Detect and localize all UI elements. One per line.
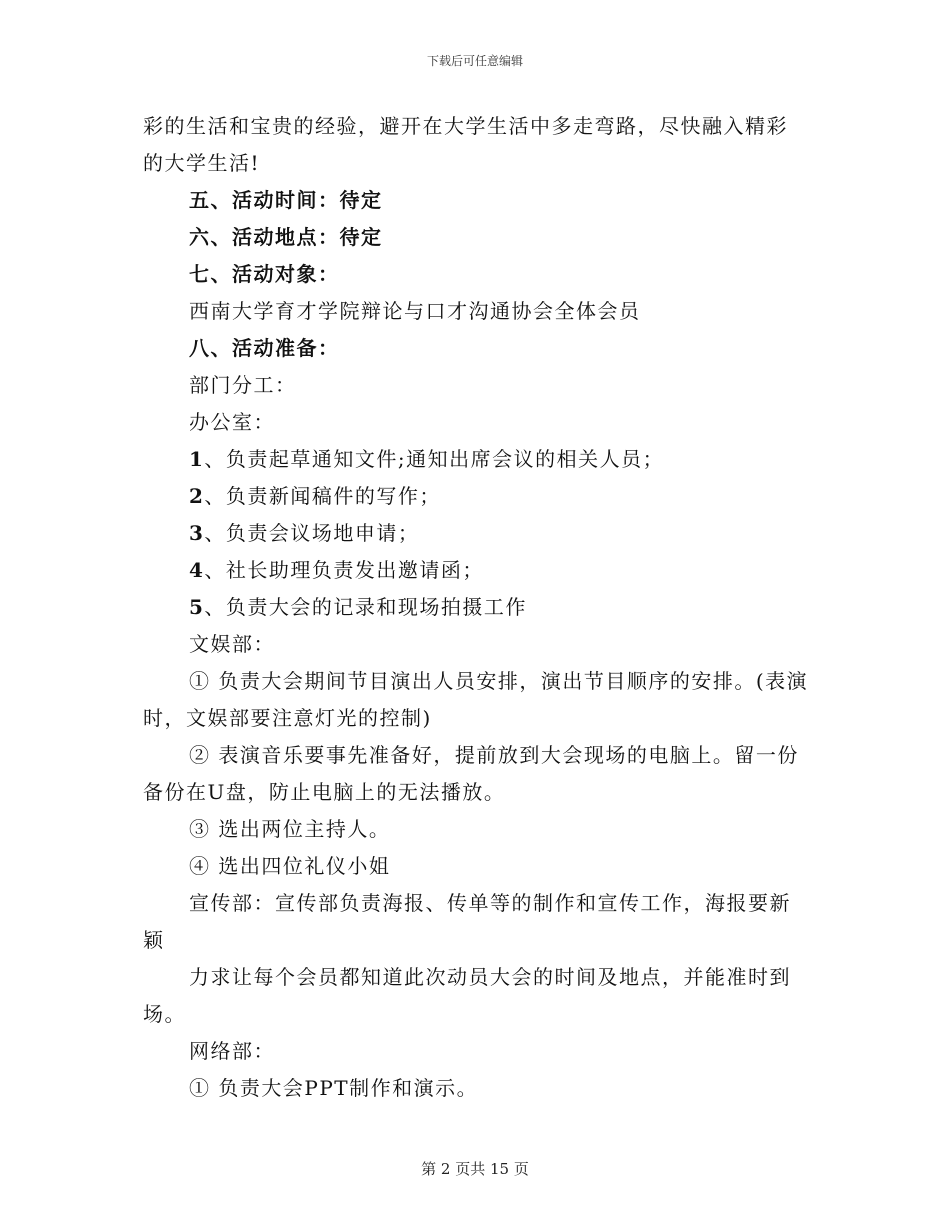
department-label-entertainment: 文娱部： [189, 632, 275, 656]
list-text: 、负责会议场地申请； [204, 521, 420, 545]
list-number: 1 [189, 447, 205, 471]
page-header: 下载后可任意编辑 [426, 54, 523, 68]
paragraph-line: 时，文娱部要注意灯光的控制) [143, 706, 432, 730]
paragraph-line: ③ 选出两位主持人。 [189, 817, 391, 841]
paragraph-line: 部门分工： [189, 373, 297, 397]
list-text: 、负责大会的记录和现场拍摄工作 [204, 595, 527, 619]
list-text: 、负责起草通知文件;通知出席会议的相关人员； [204, 447, 665, 471]
paragraph-line: 彩的生活和宝贵的经验，避开在大学生活中多走弯路，尽快融入精彩 [143, 114, 788, 138]
paragraph-line: 备份在U盘，防止电脑上的无法播放。 [143, 780, 506, 804]
paragraph-line: 西南大学育才学院辩论与口才沟通协会全体会员 [189, 299, 641, 323]
paragraph-line: 场。 [143, 1002, 186, 1026]
paragraph-line: 宣传部：宣传部负责海报、传单等的制作和宣传工作，海报要新 [189, 891, 791, 915]
section-heading-preparation: 八、活动准备： [189, 336, 340, 360]
paragraph-line: ① 负责大会期间节目演出人员安排，演出节目顺序的安排。(表演 [189, 669, 809, 693]
list-item [143, 515, 815, 552]
list-number: 2 [189, 484, 205, 508]
paragraph-line: 的大学生活! [143, 151, 261, 175]
paragraph-line: ① 负责大会PPT制作和演示。 [189, 1076, 479, 1100]
list-number: 5 [189, 595, 205, 619]
list-item [143, 478, 815, 515]
list-item [143, 552, 815, 589]
list-number: 4 [189, 558, 205, 582]
paragraph-line: ② 表演音乐要事先准备好，提前放到大会现场的电脑上。留一份 [189, 743, 799, 767]
paragraph-line: 力求让每个会员都知道此次动员大会的时间及地点，并能准时到 [189, 965, 791, 989]
paragraph-line: 颖 [143, 928, 165, 952]
section-heading-time: 五、活动时间：待定 [189, 188, 383, 212]
page-footer: 第 2 页共 15 页 [421, 1160, 529, 1178]
list-text: 、社长助理负责发出邀请函； [204, 558, 484, 582]
list-item [143, 441, 815, 478]
list-number: 3 [189, 521, 205, 545]
section-heading-location: 六、活动地点：待定 [189, 225, 383, 249]
document-body [143, 108, 815, 1107]
section-heading-audience: 七、活动对象： [189, 262, 340, 286]
department-label-network: 网络部： [189, 1039, 275, 1063]
list-item [143, 589, 815, 626]
department-label-office: 办公室： [189, 410, 275, 434]
list-text: 、负责新闻稿件的写作； [204, 484, 441, 508]
paragraph-line: ④ 选出四位礼仪小姐 [189, 854, 391, 878]
